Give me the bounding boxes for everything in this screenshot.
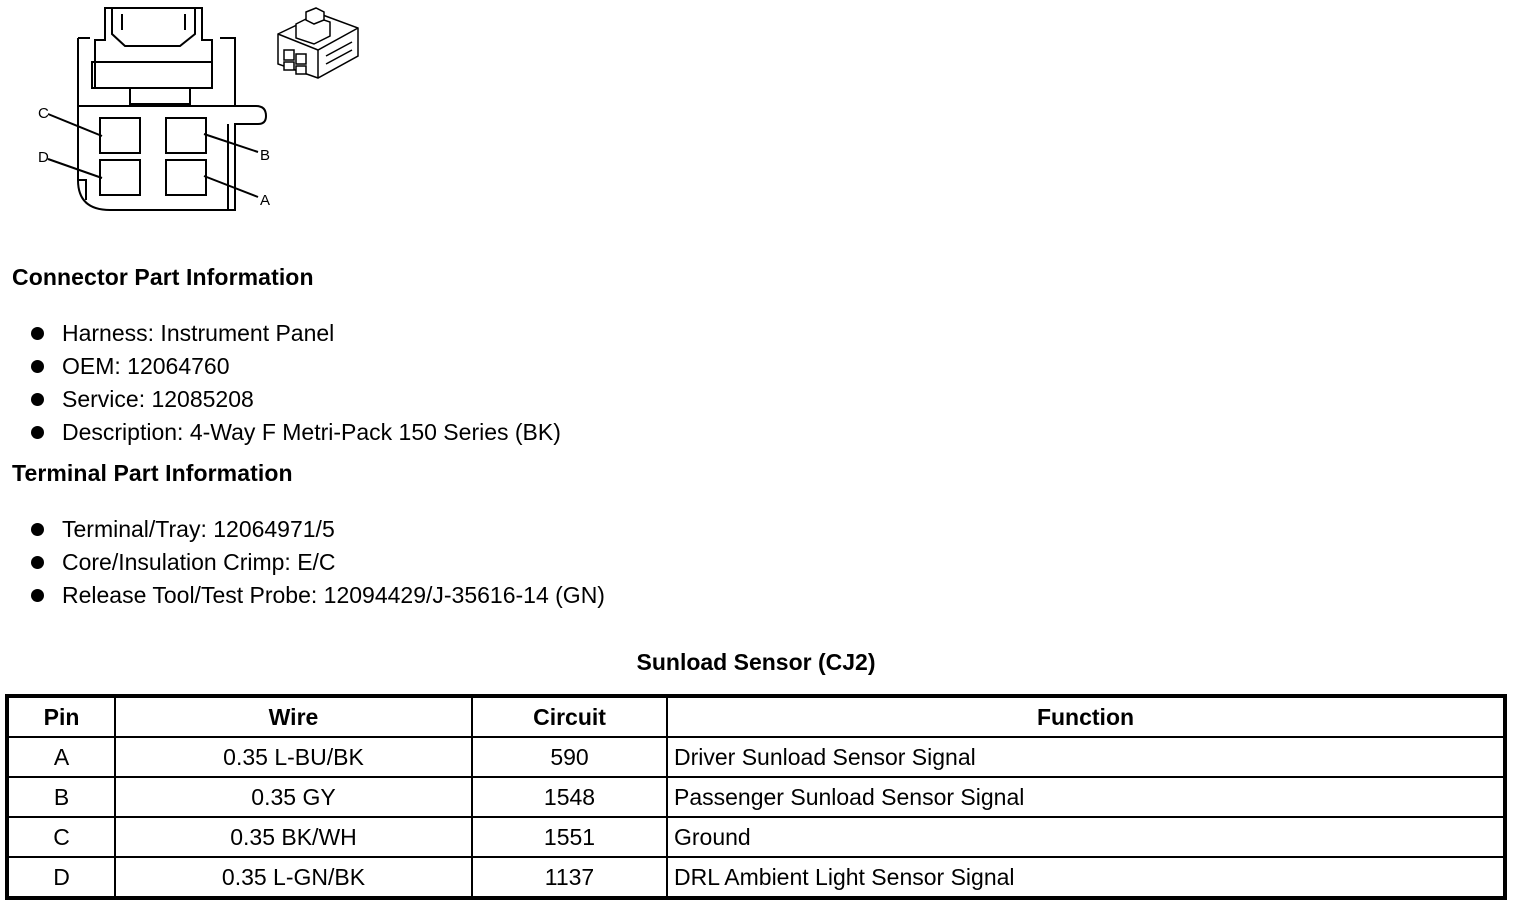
circuit-cell: 590 [472, 737, 667, 777]
table-header-row [7, 696, 1505, 737]
column-header-pin: Pin [7, 696, 115, 737]
table-row [7, 737, 1505, 777]
circuit-cell: 1548 [472, 777, 667, 817]
table-row [7, 857, 1505, 898]
table-row [7, 817, 1505, 857]
list-item: Service: 12085208 [28, 383, 561, 416]
bullet-icon [31, 393, 44, 406]
terminal-info-list [28, 513, 605, 612]
pin-label-a: A [260, 192, 271, 209]
function-cell: Passenger Sunload Sensor Signal [667, 777, 1505, 817]
bullet-icon [31, 589, 44, 602]
list-item: Release Tool/Test Probe: 12094429/J-35616-14 (GN) [28, 579, 605, 612]
pinout-table [5, 694, 1507, 900]
connector-info-heading: Connector Part Information [12, 264, 314, 290]
function-cell: DRL Ambient Light Sensor Signal [667, 857, 1505, 898]
wire-cell: 0.35 GY [115, 777, 472, 817]
connector-isometric-image [272, 6, 364, 82]
wire-cell: 0.35 L-BU/BK [115, 737, 472, 777]
column-header-wire: Wire [115, 696, 472, 737]
circuit-cell: 1137 [472, 857, 667, 898]
terminal-info-heading: Terminal Part Information [12, 460, 293, 486]
function-cell: Ground [667, 817, 1505, 857]
bullet-icon [31, 523, 44, 536]
connector-info-list [28, 317, 561, 449]
list-item: Core/Insulation Crimp: E/C [28, 546, 605, 579]
wire-cell: 0.35 BK/WH [115, 817, 472, 857]
table-title: Sunload Sensor (CJ2) [636, 649, 876, 675]
pin-cell: A [7, 737, 115, 777]
pin-cell: C [7, 817, 115, 857]
pin-cell: D [7, 857, 115, 898]
bullet-icon [31, 556, 44, 569]
list-item: Terminal/Tray: 12064971/5 [28, 513, 605, 546]
pin-label-c: C [38, 105, 49, 122]
function-cell: Driver Sunload Sensor Signal [667, 737, 1505, 777]
circuit-cell: 1551 [472, 817, 667, 857]
bullet-icon [31, 426, 44, 439]
column-header-function: Function [667, 696, 1505, 737]
wire-cell: 0.35 L-GN/BK [115, 857, 472, 898]
column-header-circuit: Circuit [472, 696, 667, 737]
table-row [7, 777, 1505, 817]
bullet-icon [31, 360, 44, 373]
list-item: Harness: Instrument Panel [28, 317, 561, 350]
list-item: OEM: 12064760 [28, 350, 561, 383]
pin-label-d: D [38, 149, 49, 166]
list-item: Description: 4-Way F Metri-Pack 150 Series (BK) [28, 416, 561, 449]
pin-cell: B [7, 777, 115, 817]
connector-face-diagram [30, 0, 280, 215]
bullet-icon [31, 327, 44, 340]
pin-label-b: B [260, 147, 271, 164]
